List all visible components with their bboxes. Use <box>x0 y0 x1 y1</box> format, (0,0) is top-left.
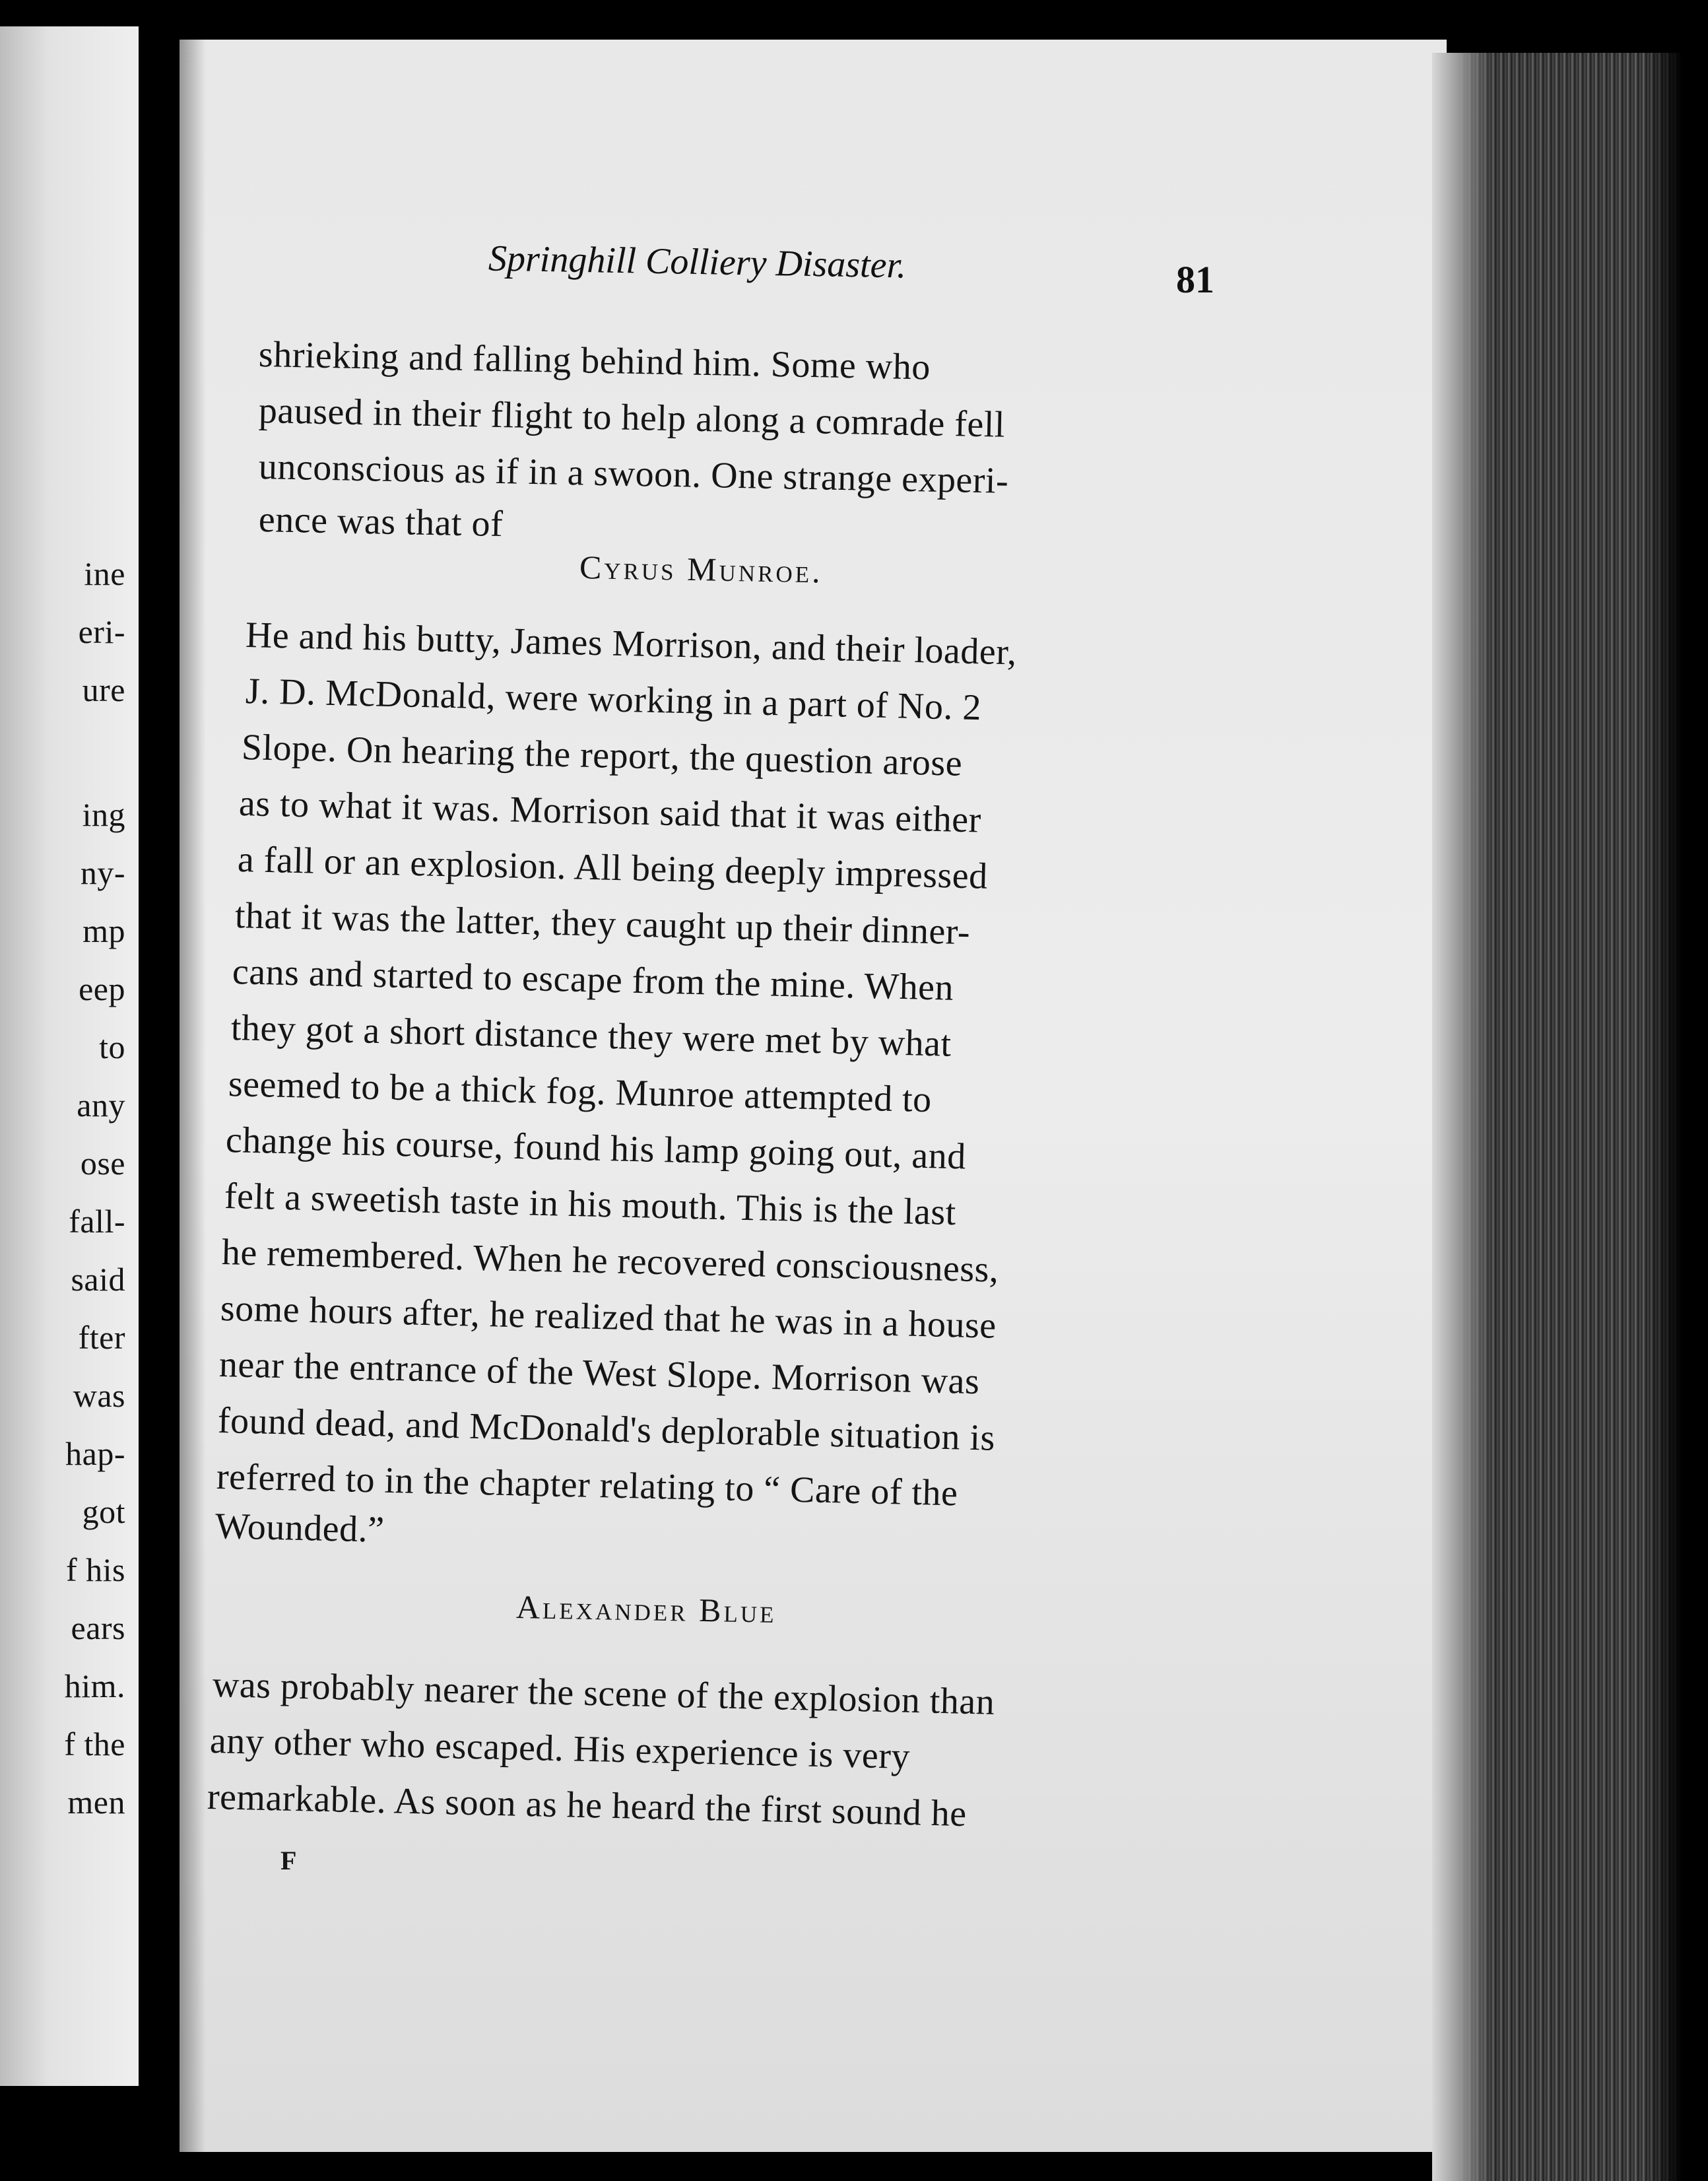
left-fragment: ing <box>82 796 125 833</box>
text-line: Wounded.” <box>214 1506 385 1551</box>
book-edge-shadow <box>1643 53 1708 2181</box>
text-line: they got a short distance they were met by what <box>230 1007 952 1065</box>
left-fragment: fall- <box>69 1203 125 1240</box>
text-line: as to what it was. Morrison said that it was either <box>238 783 982 841</box>
left-fragment: fter <box>78 1319 125 1356</box>
signature-mark: F <box>280 1846 297 1875</box>
text-line: he remembered. When he recovered consciousness, <box>221 1232 1000 1291</box>
text-line: Slope. On hearing the report, the question arose <box>241 727 963 784</box>
left-facing-page <box>0 26 139 2086</box>
text-line: unconscious as if in a swoon. One strange experi- <box>258 446 1009 502</box>
gutter-shadow <box>139 0 178 2181</box>
left-fragment: him. <box>64 1667 125 1704</box>
left-fragment: any <box>77 1087 125 1124</box>
left-fragment: mp <box>82 912 125 949</box>
left-fragment: was <box>73 1377 125 1414</box>
text-line: a fall or an explosion. All being deeply impressed <box>237 839 989 897</box>
text-line: seemed to be a thick fog. Munroe attempted to <box>228 1063 933 1121</box>
page-shadow <box>180 40 206 2152</box>
left-fragment: said <box>71 1261 125 1298</box>
text-line: any other who escaped. His experience is very <box>209 1720 911 1778</box>
left-fragment: ine <box>84 555 125 592</box>
left-fragment: got <box>82 1493 125 1530</box>
text-line: cans and started to escape from the mine. When <box>232 951 954 1009</box>
text-line: that it was the latter, they caught up their dinner- <box>234 895 971 953</box>
text-line: was probably nearer the scene of the explosion than <box>212 1664 995 1723</box>
text-line: referred to in the chapter relating to “ Care of the <box>216 1456 959 1514</box>
left-fragment: men <box>67 1784 125 1821</box>
left-fragment: eep <box>79 970 125 1007</box>
left-fragment: ure <box>82 671 125 708</box>
text-line: remarkable. As soon as he heard the first sound he <box>207 1776 968 1835</box>
text-line: shrieking and falling behind him. Some who <box>258 334 931 388</box>
running-head-title: Springhill Colliery Disaster. <box>488 238 907 286</box>
left-fragment: f the <box>64 1726 125 1762</box>
text-line: some hours after, he realized that he was in a house <box>220 1288 997 1347</box>
text-line: paused in their flight to help along a comrade fell <box>258 390 1006 446</box>
left-fragment: ny- <box>80 854 125 891</box>
page-number: 81 <box>1176 258 1214 301</box>
left-fragment: ears <box>71 1609 125 1646</box>
text-line: J. D. McDonald, were working in a part of No. 2 <box>245 671 982 729</box>
section-heading-alexander-blue: Alexander Blue <box>515 1588 777 1630</box>
left-fragment: f his <box>66 1551 125 1588</box>
left-fragment: eri- <box>78 613 125 650</box>
text-line: ence was that of <box>258 499 504 545</box>
text-line: change his course, found his lamp going out, and <box>225 1120 967 1178</box>
text-line: felt a sweetish taste in his mouth. This is the last <box>224 1176 957 1234</box>
text-line: near the entrance of the West Slope. Morrison was <box>218 1344 981 1403</box>
book-edge-highlight <box>1432 53 1492 2181</box>
section-heading-cyrus-munroe: Cyrus Munroe. <box>579 549 824 590</box>
left-fragment: to <box>99 1028 125 1065</box>
left-fragment: ose <box>80 1145 125 1182</box>
text-line: He and his butty, James Morrison, and their loader, <box>245 615 1018 673</box>
text-line: found dead, and McDonald's deplorable situation is <box>217 1400 996 1459</box>
left-fragment: hap- <box>65 1435 125 1472</box>
